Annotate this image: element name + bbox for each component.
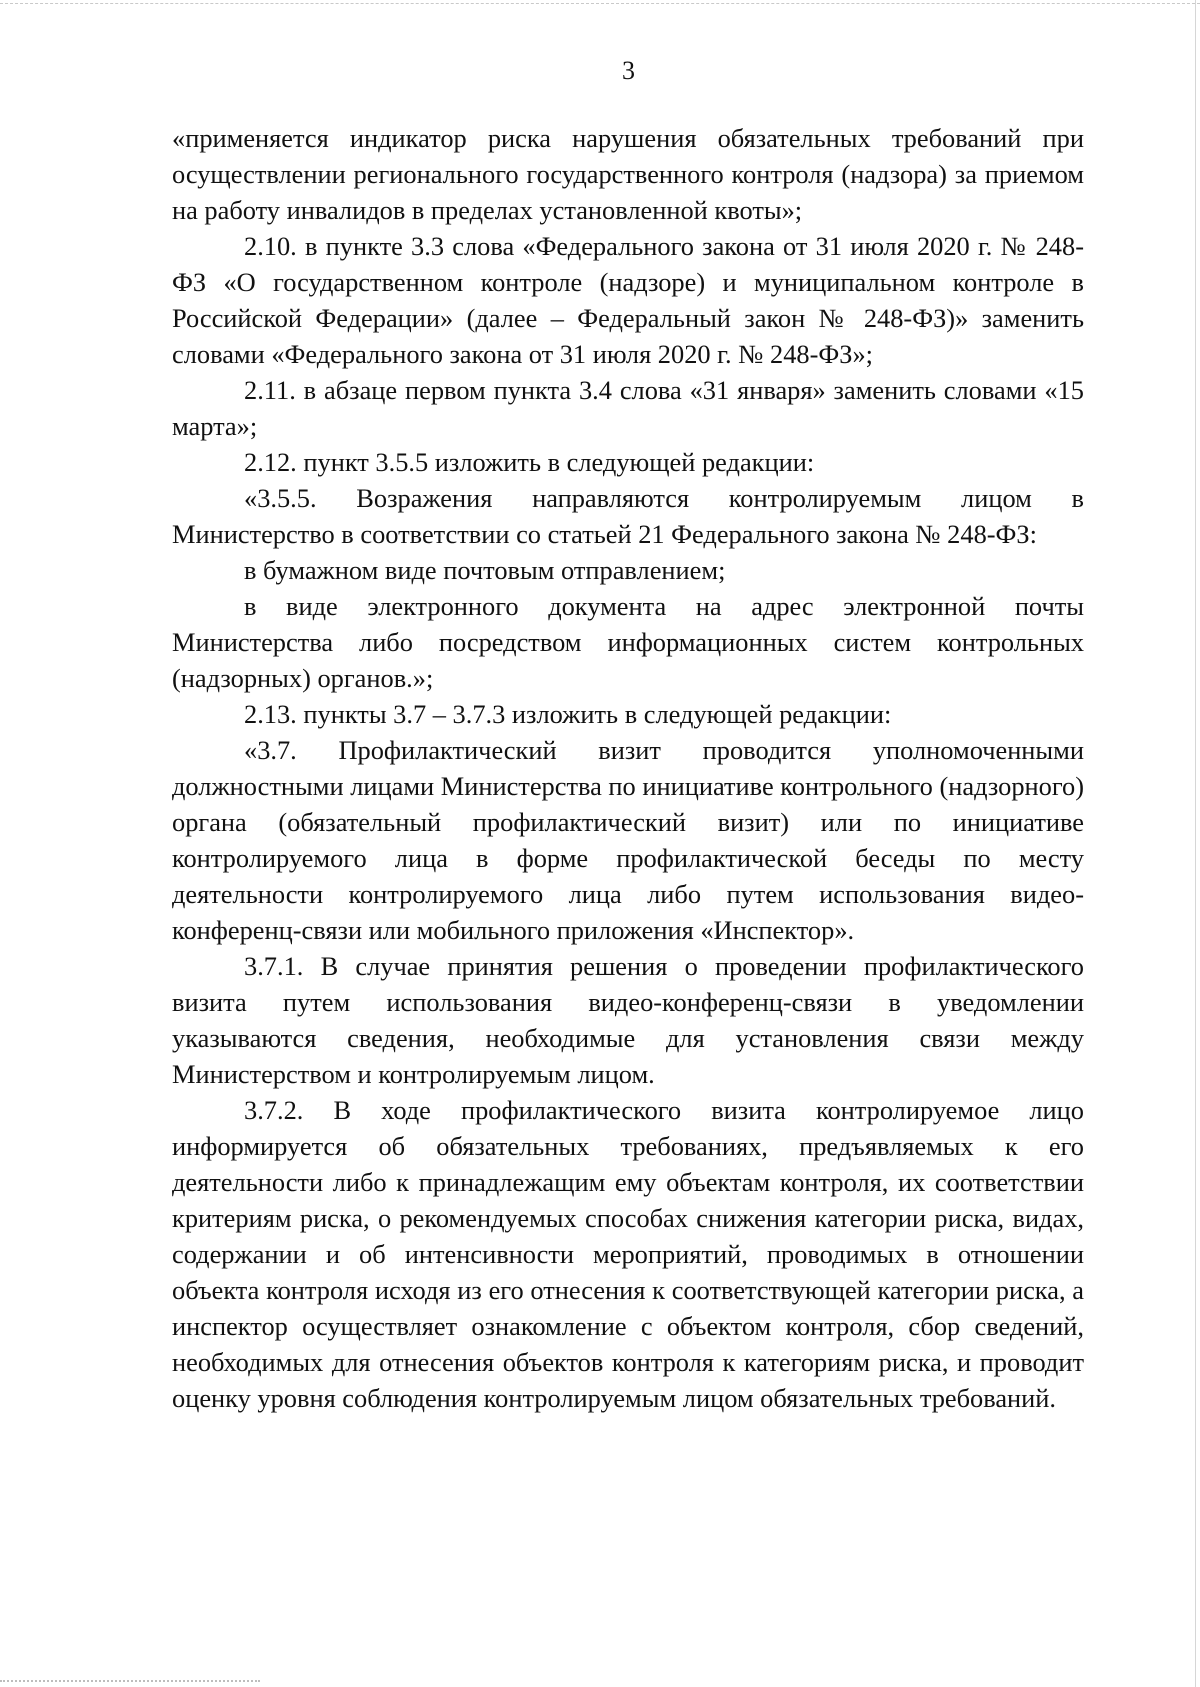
page-number: 3 <box>622 56 635 85</box>
scan-top-edge <box>0 3 1200 4</box>
paragraph-quote-continuation: «применяется индикатор риска нарушения обязательных требований при осуществлении регионального государственного контроля (надзора) за приемом на работу инвалидов в пределах установленной квоты»; <box>172 123 1084 225</box>
scan-bottom-edge <box>0 1680 260 1682</box>
paragraph-3-7-2: 3.7.2. В ходе профилактического визита контролируемое лицо информируется об обязательных требованиях, предъявляемых к его деятельности либо к принадлежащим ему объектам контроля, их соответствии критериям риска, о рекомендуемых способах снижения категории риска, видах, содержании и об интенсивности мероприятий, проводимых в отношении объекта контроля исходя из его отнесения к соответствующей категории риска, а инспектор осуществляет ознакомление с объектом контроля, сбор сведений, необходимых для отнесения объектов контроля к категориям риска, и проводит оценку уровня соблюдения контролируемым лицом обязательных требований. <box>172 1095 1084 1413</box>
paragraph-3-5-5: «3.5.5. Возражения направляются контролируемым лицом в Министерство в соответствии со статьей 21 Федерального закона № 248-ФЗ: <box>172 483 1084 549</box>
scan-right-edge <box>1195 0 1196 1687</box>
paragraph-2-11: 2.11. в абзаце первом пункта 3.4 слова «31 января» заменить словами «15 марта»; <box>172 375 1084 441</box>
document-body <box>172 120 1084 1416</box>
paragraph-3-7: «3.7. Профилактический визит проводится уполномоченными должностными лицами Министерства по инициативе контрольного (надзорного) органа (обязательный профилактический визит) или по инициативе контролируемого лица в форме профилактической беседы по месту деятельности контролируемого лица либо путем использования видео-конференц-связи или мобильного приложения «Инспектор». <box>172 735 1084 945</box>
paragraph-3-7-1: 3.7.1. В случае принятия решения о проведении профилактического визита путем использования видео-конференц-связи в уведомлении указываются сведения, необходимые для установления связи между Министерством и контролируемым лицом. <box>172 951 1084 1089</box>
paragraph-electronic-form: в виде электронного документа на адрес электронной почты Министерства либо посредством информационных систем контрольных (надзорных) органов.»; <box>172 591 1084 693</box>
paragraph-2-12: 2.12. пункт 3.5.5 изложить в следующей редакции: <box>244 447 815 477</box>
paragraph-2-10: 2.10. в пункте 3.3 слова «Федерального закона от 31 июля 2020 г. № 248-ФЗ «О государственном контроле (надзоре) и муниципальном контроле в Российской Федерации» (далее – Федеральный закон № 248-ФЗ)» заменить словами «Федерального закона от 31 июля 2020 г. № 248-ФЗ»; <box>172 231 1084 369</box>
paragraph-paper-form: в бумажном виде почтовым отправлением; <box>244 555 726 585</box>
paragraph-2-13: 2.13. пункты 3.7 – 3.7.3 изложить в следующей редакции: <box>244 699 892 729</box>
